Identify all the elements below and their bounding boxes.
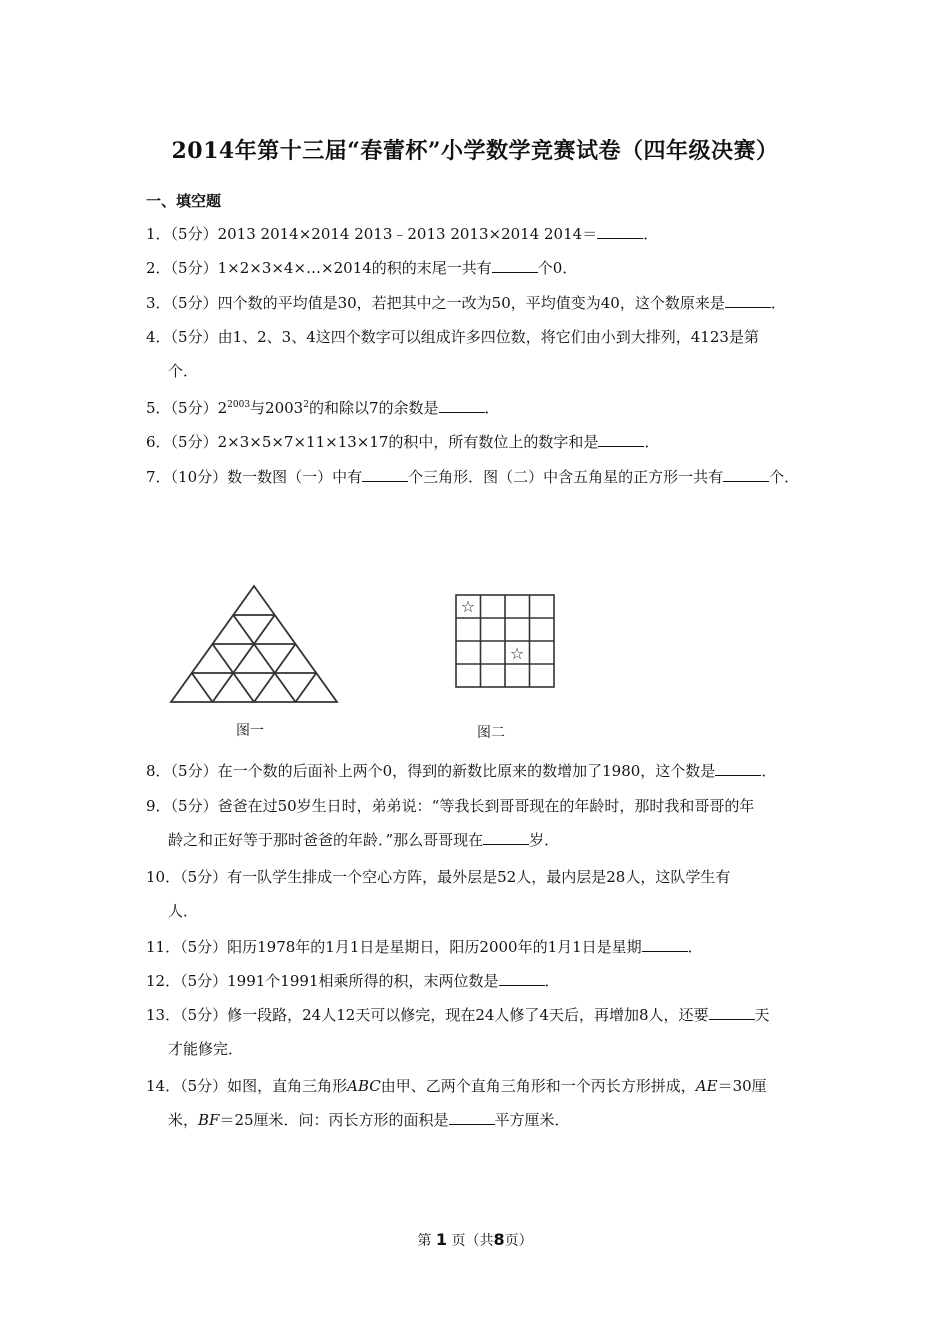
question-14-continued: 米，BF＝25厘米．问：丙长方形的面积是 平方厘米． (168, 1111, 570, 1129)
question-12: 12．（5分）1991个1991相乘所得的积，末两位数是 ． (146, 972, 560, 990)
question-7: 7．（10分）数一数图（一）中有 个三角形．图（二）中含五角星的正方形一共有 个． (146, 468, 800, 486)
answer-blank (597, 224, 643, 239)
question-13: 13．（5分）修一段路，24人12天可以修完，现在24人修了4天后，再增加8人，还要 天 才能修完． (146, 998, 816, 1066)
figure-two-caption: 图二 (477, 725, 505, 741)
question-3: 3．（5分）四个数的平均值是30，若把其中之一改为50，平均值变为40，这个数原来是 ． (146, 294, 786, 312)
figure-two-grid (453, 592, 557, 690)
answer-blank (492, 258, 538, 273)
figure-one-triangle (165, 582, 343, 706)
question-10-continued: 人． (168, 902, 199, 920)
answer-blank (499, 971, 545, 986)
answer-blank (449, 1110, 495, 1125)
question-1: 1．（5分）2013 2014×2014 2013﹣2013 2013×2014 2014＝ ． (146, 225, 659, 243)
answer-blank (439, 398, 485, 413)
section-heading: 一、填空题 (146, 192, 222, 210)
page-title: 2014年第十三届“春蕾杯”小学数学竞赛试卷（四年级决赛） (171, 138, 779, 164)
question-14: 14．（5分）如图，直角三角形ABC由甲、乙两个直角三角形和一个丙长方形拼成，AE＝30厘 米，BF＝25厘米．问：丙长方形的面积是 平方厘米． (146, 1069, 816, 1137)
question-13-continued: 才能修完． (168, 1040, 244, 1058)
question-9-continued: 龄之和正好等于那时爸爸的年龄．”那么哥哥现在 岁． (168, 831, 560, 849)
question-11: 11．（5分）阳历1978年的1月1日是星期日，阳历2000年的1月1日是星期 ． (146, 938, 703, 956)
question-8: 8．（5分）在一个数的后面补上两个0，得到的新数比原来的数增加了1980，这个数是 ． (146, 762, 777, 780)
question-10: 10．（5分）有一队学生排成一个空心方阵，最外层是52人，最内层是28人，这队学生有 人． (146, 860, 816, 928)
grid-line (192, 673, 213, 702)
figure-one-caption: 图一 (236, 723, 264, 739)
star-icon: ☆ (509, 644, 525, 663)
question-9: 9．（5分）爸爸在过50岁生日时，弟弟说：“等我长到哥哥现在的年龄时，那时我和哥哥的年 龄之和正好等于那时爸爸的年龄．”那么哥哥现在 岁． (146, 789, 816, 857)
question-6: 6．（5分）2×3×5×7×11×13×17的积中，所有数位上的数字和是 ． (146, 433, 660, 451)
answer-blank (723, 467, 769, 482)
question-2: 2．（5分）1×2×3×4×…×2014的积的末尾一共有 个0． (146, 259, 578, 277)
answer-blank (642, 937, 688, 952)
question-4: 4．（5分）由1、2、3、4这四个数字可以组成许多四位数，将它们由小到大排列，4123是第 个． (146, 320, 816, 388)
answer-blank (362, 467, 408, 482)
answer-blank (725, 293, 771, 308)
page-footer: 第 1 页（共8页） (417, 1230, 533, 1249)
page-number: 1 (435, 1230, 447, 1249)
grid-line (296, 673, 317, 702)
answer-blank (598, 432, 644, 447)
answer-blank (709, 1005, 755, 1020)
star-icon: ☆ (460, 597, 476, 616)
answer-blank (715, 761, 761, 776)
question-4-continued: 个． (168, 362, 199, 380)
question-5: 5．（5分）$2^{2003}$与2003$^2$的和除以7的余数是 ． (146, 399, 500, 417)
total-pages: 8 (493, 1230, 505, 1249)
answer-blank (483, 830, 529, 845)
